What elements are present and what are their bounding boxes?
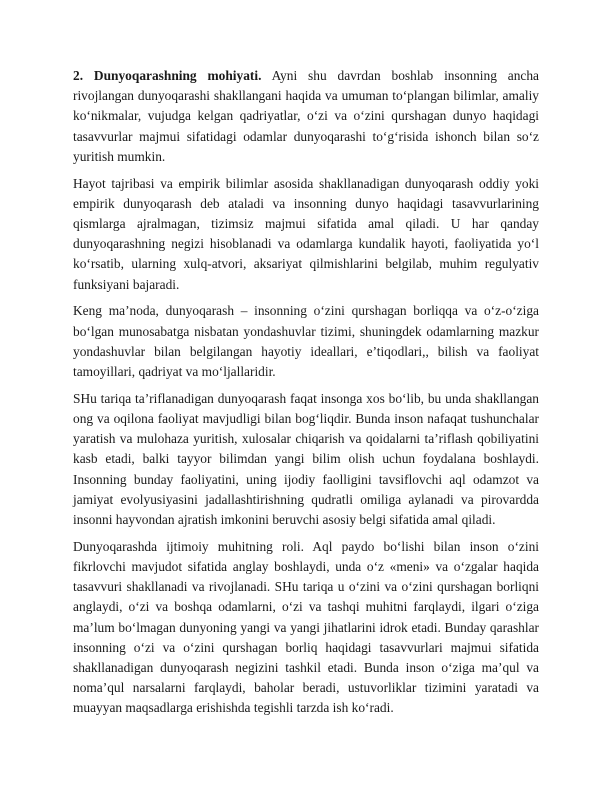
document-body: [73, 66, 539, 725]
paragraph-4: SHu tariqa ta’riflanadigan dunyoqarash faqat insonga xos bo‘lib, bu unda shakllangan ong va oqilona faoliyat mavjudligi bilan bog‘liqdir. Bunda inson nafaqat tushunchalar yaratish va mulohaza yuritish, xulosalar chiqarish va qoidalarni ta’riflash qobiliyatini kasb etadi, balki tayyor bilimdan yangi bilim olish uchun foydalana boshlaydi. Insonning bunday faoliyatini, uning ijodiy faolligini tavsiflovchi aql odamzot va jamiyat evolyusiyasini jadallashtirishning qudratli omiliga aylanadi va pirovardda insonni hayvondan ajratish imkonini beruvchi asosiy belgi sifatida amal qiladi.: [73, 390, 539, 528]
paragraph-2: Hayot tajribasi va empirik bilimlar asosida shakllanadigan dunyoqarash oddiy yoki empirik dunyoqarash deb ataladi va insonning dunyo haqidagi tasavvurlarining qismlarga ajralmagan, tizimsiz majmui sifatida amal qiladi. U har qanday dunyoqarashning negizi hisoblanadi va odamlarga kundalik hayoti, faoliyatida yo‘l ko‘rsatib, ularning xulq-atvori, aksariyat qilmishlarini belgilab, muhim regulyativ funksiyani bajaradi.: [73, 175, 539, 292]
paragraph-5: Dunyoqarashda ijtimoiy muhitning roli. Aql paydo bo‘lishi bilan inson o‘zini fikrlovchi mavjudot sifatida anglay boshlaydi, unda o‘z «meni» va o‘zgalar haqida tasavvuri shakllanadi va rivojlanadi. SHu tariqa u o‘zini va o‘zini qurshagan borliqni anglaydi, o‘zi va boshqa odamlarni, o‘zi va tashqi muhitni farqlaydi, ilgari o‘ziga ma’lum bo‘lmagan dunyoning yangi va yangi jihatlarini idrok etadi. Bunday qarashlar insonning o‘zi va o‘zini qurshagan borliq haqidagi tasavvurlari majmui sifatida shakllanadigan dunyoqarash negizini tashkil etadi. Bunda inson o‘ziga ma’qul va noma’qul narsalarni farqlaydi, baholar beradi, ustuvorliklar tizimini yaratadi va muayyan maqsadlarga erishishda tegishli tarzda ish ko‘radi.: [73, 538, 539, 716]
section-heading: 2. Dunyoqarashning mohiyati.: [73, 68, 262, 83]
paragraph-3: Keng ma’noda, dunyoqarash – insonning o‘zini qurshagan borliqqa va o‘z-o‘ziga bo‘lgan munosabatga nisbatan yondashuvlar tizimi, shuningdek odamlarning mazkur yondashuvlar bilan belgilangan hayotiy ideallari, e’tiqodlari,, bilish va faoliyat tamoyillari, qadriyat va mo‘ljallaridir.: [73, 303, 539, 380]
paragraph-1-text: Ayni shu davrdan boshlab insonning ancha rivojlangan dunyoqarashi shakllangani haqida va umuman to‘plangan bilimlar, amaliy ko‘nikmalar, vujudga kelgan qadriyatlar, o‘zi va o‘zini qurshagan dunyo haqidagi tasavvurlar majmui sifatidagi odamlar dunyoqarashi to‘g‘risida ishonch bilan so‘z yuritish mumkin.: [73, 68, 539, 164]
paragraph-1: [73, 66, 539, 167]
